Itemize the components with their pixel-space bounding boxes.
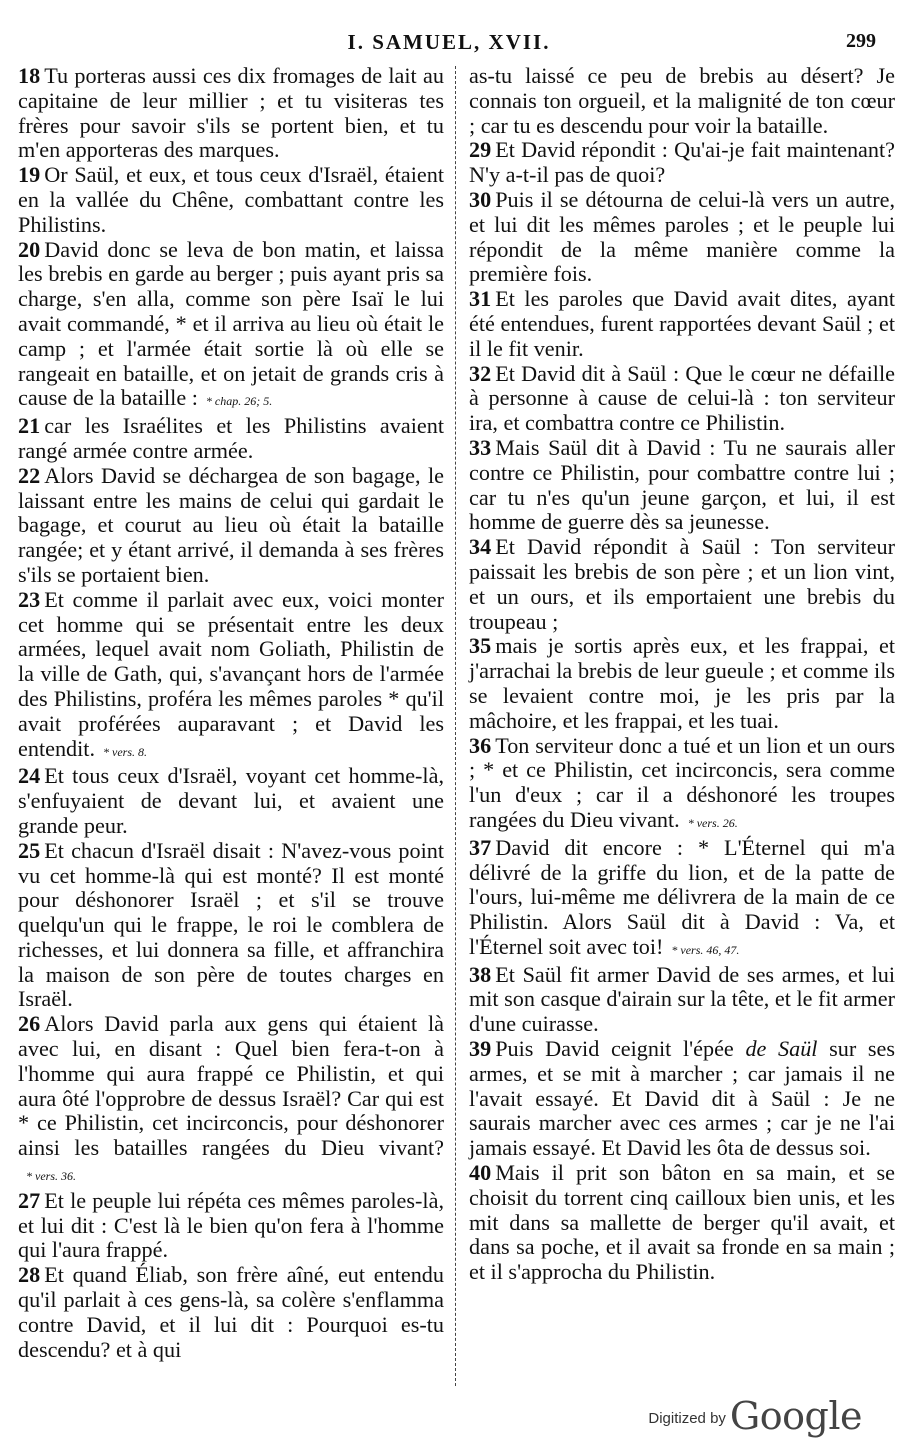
verse-40 [469,1161,895,1285]
verse-26 [18,1012,444,1189]
verse-text: Et les paroles que David avait dites, ayant été entendues, furent rapportées devant Saül ; et il le fit venir. [469,286,895,361]
verse-text: Et comme il parlait avec eux, voici monter cet homme qui se présentait entre les deux armées, lequel avait nom Goliath, Philistin de la ville de Gath, qui, s'avançant hors de l'armée des Philistins, proféra les mêmes paroles * qu'il avait proférées auparavant ; et David les entendit. [18,586,444,761]
verse-number: 25 [18,837,41,863]
verse-37 [469,836,895,963]
verse-number: 28 [18,1262,41,1288]
verse-22 [18,464,444,588]
verse-text: mais je sortis après eux, et les frappai, et j'arrachai la brebis de leur gueule ; et comme ils se levaient contre moi, je les pris par la mâchoire, et les frappai, et les tuai. [469,633,895,733]
verse-number: 33 [469,434,492,460]
verse-text: Et chacun d'Israël disait : N'avez-vous point vu cet homme-là qui est monté? Il est monté pour déshonorer Israël ; et s'il se trouve quelqu'un qui le frappe, le roi le comblera de richesses, et lui donnera sa fille, et affranchira la maison de son père de toutes charges en Israël. [18,837,444,1012]
verse-number: 27 [18,1187,41,1213]
verse-21 [18,414,444,464]
cross-reference: * vers. 46, 47. [671,942,740,957]
verse-number: 21 [18,413,41,439]
cross-reference: * chap. 26; 5. [205,394,273,409]
google-watermark [648,1394,862,1438]
verse-text: Or Saül, et eux, et tous ceux d'Israël, étaient en la vallée du Chêne, combattant contre les Philistins. [18,162,444,237]
verse-31 [469,287,895,361]
verse-33 [469,436,895,535]
verse-number: 29 [469,137,492,163]
verse-30 [469,188,895,287]
right-column [469,64,895,1285]
verse-number: 35 [469,633,492,659]
cross-reference: * vers. 8. [103,744,148,759]
google-logo: Google [729,1394,862,1438]
verse-text: David donc se leva de bon matin, et laissa les brebis en garde au berger ; puis ayant pris sa charge, s'en alla, comme son père Isaï le lui avait commandé, * et il arriva au lieu où était le camp ; et l'armée était sortie là où elle se rangeait en bataille, et on jetait de grands cris à cause de la bataille : [18,236,444,411]
cross-reference: * vers. 26. [687,815,738,830]
verse-text: Mais il prit son bâton en sa main, et se choisit du torrent cinq cailloux bien unis, et les mit dans sa mallette de berger qu'il avait, et dans sa poche, et il avait sa fronde en sa main ; et il s'approcha du Philistin. [469,1160,895,1285]
cross-reference: * vers. 36. [26,1169,76,1184]
verse-38 [469,963,895,1037]
verse-34 [469,535,895,634]
verse-28 [18,1263,444,1362]
verse-19 [18,163,444,237]
verse-number: 18 [18,63,41,88]
verse-text: Tu porteras aussi ces dix fromages de lait au capitaine de leur millier ; et tu visiteras tes frères pour savoir s'ils se portent bien, et tu m'en apporteras des marques. [18,63,444,163]
verse-text: Et David dit à Saül : Que le cœur ne défaille à personne à cause de celui-là : ton serviteur ira, et combattra contre ce Philistin. [469,360,895,436]
verse-text: Et quand Éliab, son frère aîné, eut entendu qu'il parlait à ces gens-là, sa colère s'enflamma contre David, et il lui dit : Pourquoi es-tu descendu? et à qui [18,1262,444,1362]
verse-25 [18,839,444,1013]
verse-number: 34 [469,534,492,560]
verse-text: Alors David parla aux gens qui étaient là avec lui, en disant : Quel bien fera-t-on à l'homme qui aura frappé ce Philistin, et qui aura ôté l'opprobre de dessus Israël? Car qui est * ce Philistin, cet incirconcis, pour déshonorer ainsi les batailles rangées du Dieu vivant? [18,1011,444,1161]
verse-number: 32 [469,360,492,386]
watermark-caption: Digitized by [648,1410,726,1427]
verse-28-continued [469,64,895,138]
verse-text: Et David répondit à Saül : Ton serviteur paissait les brebis de son père ; et un lion vint, et un ours, et ils emportaient une brebis du troupeau ; [469,534,895,634]
verse-number: 19 [18,162,41,188]
page-header [0,30,898,60]
verse-text: car les Israélites et les Philistins avaient rangé armée contre armée. [18,413,444,463]
verse-36 [469,734,895,836]
verse-24 [18,764,444,838]
verse-number: 31 [469,286,492,312]
left-column [18,64,444,1362]
verse-number: 20 [18,236,41,262]
verse-text: Ton serviteur donc a tué et un lion et un ours ; * et ce Philistin, cet incirconcis, sera comme l'un d'eux ; car il a déshonoré les troupes rangées du Dieu vivant. [469,732,895,832]
verse-text: Et Saül fit armer David de ses armes, et lui mit son casque d'airain sur la tête, et le fit armer d'une cuirasse. [469,961,896,1037]
verse-text: Mais Saül dit à David : Tu ne saurais aller contre ce Philistin, pour combattre contre lui ; car tu n'es qu'un jeune garçon, et lui, il est homme de guerre dès sa jeunesse. [469,434,895,535]
running-title: I. SAMUEL, XVII. [347,30,551,54]
verse-number: 26 [18,1011,41,1037]
verse-39 [469,1037,895,1161]
verse-number: 39 [469,1036,492,1062]
verse-text-italic: de Saül [745,1036,818,1062]
verse-20 [18,238,444,415]
verse-29 [469,138,895,188]
verse-number: 40 [469,1160,492,1186]
verse-text: Et tous ceux d'Israël, voyant cet homme-là, s'enfuyaient de devant lui, et avaient une grande peur. [18,763,444,838]
verse-number: 36 [469,732,492,758]
verse-number: 24 [18,763,41,789]
verse-number: 23 [18,586,41,612]
verse-35 [469,634,895,733]
verse-text: Puis il se détourna de celui-là vers un autre, et lui dit les mêmes paroles ; et le peuple lui répondit de la même manière comme la première fois. [469,186,895,287]
verse-text: Et David répondit : Qu'ai-je fait maintenant? N'y a-t-il pas de quoi? [469,137,895,188]
verse-number: 38 [469,961,492,987]
verse-text-before: Puis David ceignit l'épée [495,1036,734,1062]
page-number: 299 [846,30,876,52]
verse-32 [469,362,895,436]
verse-text: Et le peuple lui répéta ces mêmes paroles-là, et lui dit : C'est là le bien qu'on fera à l'homme qui l'aura frappé. [18,1187,444,1263]
verse-27 [18,1189,444,1263]
verse-text: David dit encore : * L'Éternel qui m'a délivré de la griffe du lion, et de la patte de l'ours, lui-même me délivrera de la main de ce Philistin. Alors Saül dit à David : Va, et l'Éternel soit avec toi! [469,834,895,959]
verse-text: as-tu laissé ce peu de brebis au désert? Je connais ton orgueil, et la malignité de ton cœur ; car tu es descendu pour voir la bataille. [469,63,895,138]
verse-text-after: sur ses armes, et se mit à marcher ; car jamais il ne l'avait essayé. Et David dit à Saül : Je ne saurais marcher avec ces armes ; car je ne l'ai jamais essayé. Et David les ôta de dessus soi. [469,1036,896,1161]
verse-number: 30 [469,186,492,212]
column-divider [455,66,456,1386]
verse-number: 22 [18,462,41,488]
verse-number: 37 [469,834,492,860]
verse-text: Alors David se déchargea de son bagage, le laissant entre les mains de celui qui gardait le bagage, et courut au lieu où était la bataille rangée; et y étant arrivé, il demanda à ses frères s'ils se portaient bien. [18,462,444,587]
verse-23 [18,588,444,765]
verse-18 [18,64,444,163]
